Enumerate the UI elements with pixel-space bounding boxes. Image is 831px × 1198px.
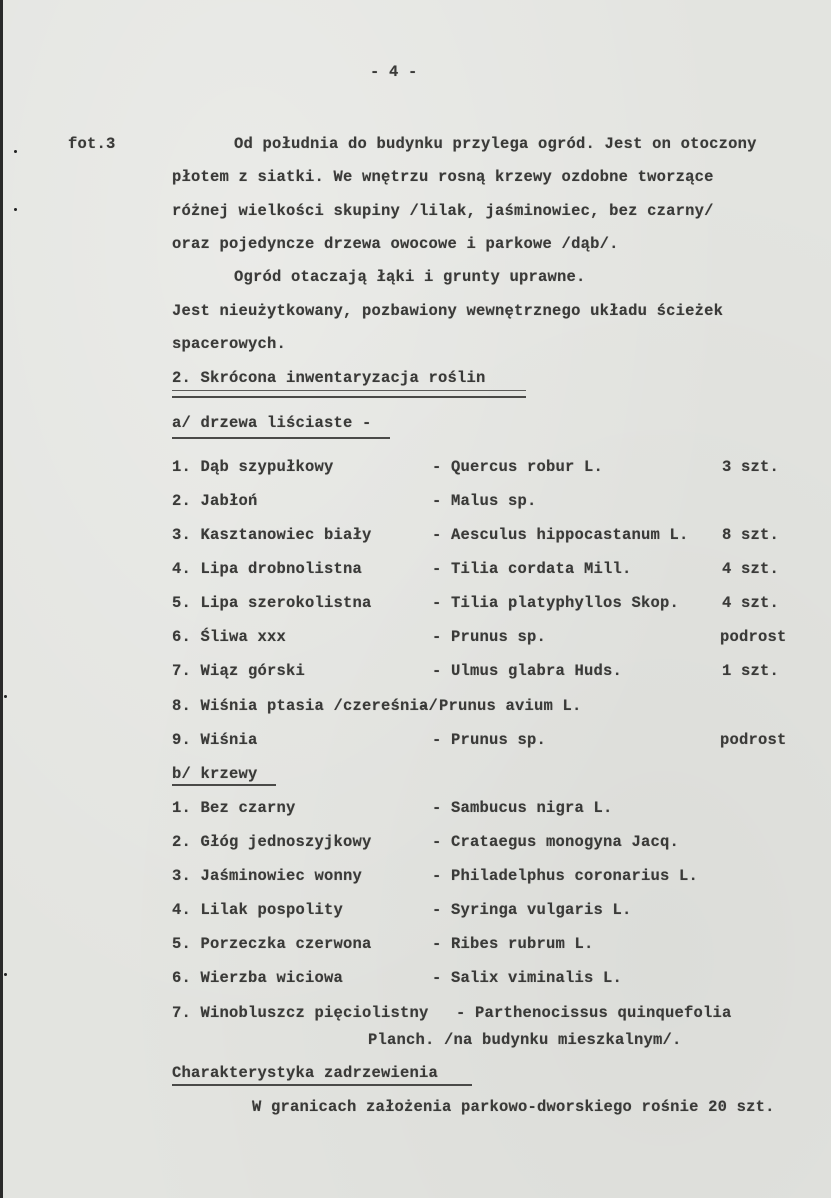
shrub-latin-name: - Sambucus nigra L. — [432, 799, 613, 817]
characteristics-heading: Charakterystyka zadrzewienia — [172, 1064, 439, 1082]
trees-heading: a/ drzewa liściaste - — [172, 414, 372, 432]
shrubs-heading-underline — [172, 784, 276, 786]
tree-polish-name: 5. Lipa szerokolistna — [172, 594, 372, 612]
tree-latin-name: - Ulmus glabra Huds. — [432, 662, 623, 680]
characteristics-heading-underline — [172, 1084, 472, 1086]
tree-count: 1 szt. — [722, 662, 780, 680]
shrub-polish-name: 2. Głóg jednoszyjkowy — [172, 833, 372, 851]
tree-count: podrost — [720, 731, 787, 749]
margin-mark — [14, 208, 17, 211]
intro-line: Od południa do budynku przylega ogród. Jest on otoczony — [234, 135, 757, 153]
heading-underline — [172, 390, 526, 391]
shrub-latin-name: - Ribes rubrum L. — [432, 935, 594, 953]
tree-latin-name: - Tilia platyphyllos Skop. — [432, 594, 680, 612]
tree-latin-name: - Prunus sp. — [432, 731, 547, 749]
shrub-polish-name: 4. Lilak pospolity — [172, 901, 344, 919]
tree-latin-name: - Quercus robur L. — [432, 458, 604, 476]
intro-line: płotem z siatki. We wnętrzu rosną krzewy ozdobne tworzące — [172, 168, 714, 186]
shrubs-heading: b/ krzewy — [172, 765, 258, 783]
intro-line: Jest nieużytkowany, pozbawiony wewnętrznego układu ścieżek — [172, 302, 724, 320]
shrub-latin-name: - Syringa vulgaris L. — [432, 901, 632, 919]
margin-mark — [4, 695, 7, 698]
scan-edge — [0, 0, 3, 1198]
shrub-latin-name: - Philadelphus coronarius L. — [432, 867, 699, 885]
tree-count: 4 szt. — [722, 594, 780, 612]
tree-polish-name: 9. Wiśnia — [172, 731, 258, 749]
intro-line: Ogród otaczają łąki i grunty uprawne. — [234, 268, 586, 286]
margin-mark — [4, 973, 7, 976]
tree-polish-name: 1. Dąb szypułkowy — [172, 458, 334, 476]
section-heading: 2. Skrócona inwentaryzacja roślin — [172, 369, 486, 387]
intro-line: oraz pojedyncze drzewa owocowe i parkowe /dąb/. — [172, 235, 619, 253]
tree-polish-name: 6. Śliwa xxx — [172, 628, 287, 646]
tree-polish-name: 8. Wiśnia ptasia /czereśnia/ — [172, 697, 439, 715]
margin-note: fot.3 — [68, 135, 116, 153]
shrub-polish-name: 7. Winobluszcz pięciolistny — [172, 1004, 429, 1022]
tree-latin-name: - Prunus avium L. — [420, 697, 582, 715]
shrub-polish-name: 6. Wierzba wiciowa — [172, 969, 344, 987]
tree-latin-name: - Aesculus hippocastanum L. — [432, 526, 689, 544]
tree-polish-name: 4. Lipa drobnolistna — [172, 560, 363, 578]
shrub-latin-continuation: Planch. /na budynku mieszkalnym/. — [368, 1031, 682, 1049]
shrub-polish-name: 1. Bez czarny — [172, 799, 296, 817]
shrub-polish-name: 3. Jaśminowiec wonny — [172, 867, 363, 885]
tree-count: 3 szt. — [722, 458, 780, 476]
trees-heading-underline — [172, 437, 390, 439]
tree-latin-name: - Malus sp. — [432, 492, 537, 510]
shrub-latin-name: - Crataegus monogyna Jacq. — [432, 833, 680, 851]
tree-latin-name: - Prunus sp. — [432, 628, 547, 646]
shrub-polish-name: 5. Porzeczka czerwona — [172, 935, 372, 953]
tree-polish-name: 7. Wiąz górski — [172, 662, 306, 680]
tree-count: 4 szt. — [722, 560, 780, 578]
intro-line: spacerowych. — [172, 335, 287, 353]
shrub-latin-name: - Salix viminalis L. — [432, 969, 623, 987]
margin-mark — [14, 150, 17, 153]
page-number: - 4 - — [370, 63, 418, 81]
intro-line: różnej wielkości skupiny /lilak, jaśminowiec, bez czarny/ — [172, 202, 714, 220]
shrub-latin-name: - Parthenocissus quinquefolia — [456, 1004, 732, 1022]
heading-underline — [172, 396, 526, 398]
tree-latin-name: - Tilia cordata Mill. — [432, 560, 632, 578]
tree-count: 8 szt. — [722, 526, 780, 544]
tree-polish-name: 2. Jabłoń — [172, 492, 258, 510]
tree-polish-name: 3. Kasztanowiec biały — [172, 526, 372, 544]
tree-count: podrost — [720, 628, 787, 646]
characteristics-text: W granicach założenia parkowo-dworskiego rośnie 20 szt. — [252, 1098, 775, 1116]
